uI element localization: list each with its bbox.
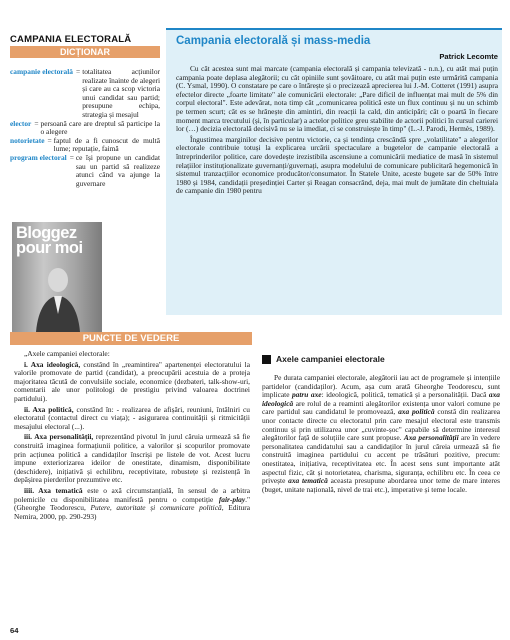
axes-heading: Axele campaniei electorale (262, 354, 385, 364)
dictionary-definition: persoană care are dreptul să participe la o alegere (40, 118, 160, 137)
quote-paragraph: i. Axa ideologică, constând în „reamintirea" apartenenței electoratului la valorile promovate de partid (candidat), a preocupării acestuia de a proteja majoritatea tăcută de convulsiile sociale, economice (dezbateri, talk-show-uri, comentarii ale unor politologi de prestigiu privind valoarea doctrinei partidului). (14, 359, 250, 403)
quote-intro: „Axele campaniei electorale: (24, 349, 110, 358)
dictionary-definition: faptul de a fi cunoscut de multă lume; reputație, faimă (53, 135, 160, 154)
book-cover-logo: Bloggez pour moi (16, 224, 83, 257)
axes-body (262, 374, 500, 494)
portrait-figure (34, 262, 82, 332)
points-of-view-body (14, 350, 250, 521)
dictionary-list (10, 68, 160, 188)
dictionary-entry: campanie electorală = totalitatea acțiunilor realizate înainte de alegeri și care au ca scop victoria unui candidat sau partid; presupune echipa, strategia și mesajul (10, 67, 160, 119)
article-body (176, 65, 498, 196)
dictionary-entry: elector = persoană care are dreptul să participe la o alegere (10, 118, 160, 137)
dictionary-definition: ce își propune un candidat sau un partid să realizeze atunci când va ajunge la guvernare (75, 152, 160, 188)
dictionary-definition: totalitatea acțiunilor realizate înainte de alegeri și care au ca scop victoria unui candidat sau partid; presupune echipa, strategia și mesajul (82, 67, 160, 119)
dictionary-header: DICȚIONAR (10, 46, 160, 58)
dictionary-term: notorietate (10, 135, 45, 145)
book-cover-image (12, 222, 102, 332)
article-paragraph: Îngustimea marginilor decisive pentru victorie, ca și tendința crescândă spre „volatilitate" a alegerilor electorale contribuie totuși la explicarea urcării spectaculare a bugetelor de campanie electorală a întreprinderilor politice, care dovedește irezistibila ascensiune a comunicării mediatice de masă în sistemul relațiilor instituționalizate guvernanți/guvernați, asupra modelului de comunicare publicitară hegemonică în sistemul tranzacțiilor economice producător/consumator. În Statele Unite, aceste bugete sar de 50% între 1980 și 1984, candidații președinției Carter și Reagan consacrând, deja, mai mult de jumătate din cheltuiala de campanie din 1980 pentru (176, 134, 498, 196)
quote-paragraph: iii. Axa personalității, reprezentând pivotul în jurul căruia urmează să fie construită imaginea formațiunii politice, a valorilor și scopurilor promovate prin acțiunea politică a candidaților înscriși pe listele de vot. Acest lucru impune exteriorizarea ideilor de onestitate, dinamism, disponibilitate (deschidere), inițiativă și echilibru, receptivitate, robustețe și rezistență în depășirea pierderilor prezumtive etc. (14, 432, 250, 485)
article-author: Patrick Lecomte (439, 52, 498, 61)
dictionary-entry: program electoral = ce își propune un candidat sau un partid să realizeze atunci când va ajunge la guvernare (10, 152, 160, 188)
article-title: Campania electorală și mass-media (176, 35, 371, 47)
quote-paragraph: ii. Axa politică, constând în: - realizarea de afișări, reuniuni, întâlniri cu electoratul (contactul direct cu viața); - asigurarea continuității și ritmicității mesajului electoral (...). (14, 404, 250, 431)
dictionary-term: program electoral (10, 152, 67, 162)
dictionary-term: campanie electorală (10, 67, 74, 76)
page-number: 64 (10, 626, 19, 635)
dictionary-entry: notorietate = faptul de a fi cunoscut de multă lume; reputație, faimă (10, 135, 160, 154)
quote-paragraph: iiii. Axa tematică este o axă circumstanțială, în sensul de a arbitra polemicile cu disponibilitatea manifestă pentru o competiție fair-play." (Gheorghe Teodorescu, Putere, autoritate și comunicare politică, Editura Nemira, 2000, pp. 290-293) (14, 485, 250, 521)
points-of-view-header: PUNCTE DE VEDERE (10, 332, 252, 345)
axes-paragraph: Pe durata campaniei electorale, alegătorii iau act de programele și intențiile partidelor (candidaților). Acum, așa cum arată Gheorghe Teodorescu, sunt implicate patru axe: ideologică, politică, tematică și a personalității. Dacă axa ideologică are rolul de a reaminti alegătorilor existența unor valori comune pe care partidul sau candidatul le promovează, axa politică constă din realizarea unor contacte directe cu electoratul prin care mesajul electoral este transmis continuu și prin utilizarea unor „cuvinte-șoc" capabile să determine interesul alegătorilor față de soluțiile care sunt propuse. Axa personalității are în vedere personalitatea candidatului sau a candidaților în jurul căreia urmează să fie construită imaginea partidului cu accent pe trăsături pozitive, precum: onestitatea, inițiativa, receptivitatea etc. În acest sens sunt importante atât aspectul fizic, cât și notorietatea, charisma, siguranța, echilibru etc. În ceea ce privește axa tematică aceasta presupune abordarea unor teme de mare interes (buget, unitate națională, nivel de trai etc.), imperative și teme locale. (262, 373, 500, 494)
article-paragraph: Cu cât acestea sunt mai marcate (campania electorală și campania televizată - n.n.), cu atât mai puțin campania poate deplasa alegătorii; cu cât opiniile sunt șovăitoare, cu atât mai puțin este urmărită campania (C. Ysmal, 1990). O constatare pe care o întărește și o precizează aprecierea lui J.-M. Cotteret (1991) asupra efectelor directe „foarte limitate" ale comunicării electorale: „Pare dificil de influențat mai mult de 5% din corpul electoral". Este adevărat, nota timp cât „comunicarea politică este un flux continuu și nu un schimb pe termen scurt; cât es se hrănește din amintiri, din reacții la cald, din anticipări; cât o poartă în fiecare moment marca trecutului (și, în particular) a actelor politice greu stabilite de actorii politici în cursul carierei lor (…) decizia electorală decisivă nu se ia imediat, ci se construiește în timp" (L.-J. Parodi, Hermès, 1989). (176, 64, 499, 134)
section-title: CAMPANIA ELECTORALĂ (10, 34, 132, 45)
square-bullet-icon (262, 355, 271, 364)
dictionary-term: elector (10, 118, 32, 128)
